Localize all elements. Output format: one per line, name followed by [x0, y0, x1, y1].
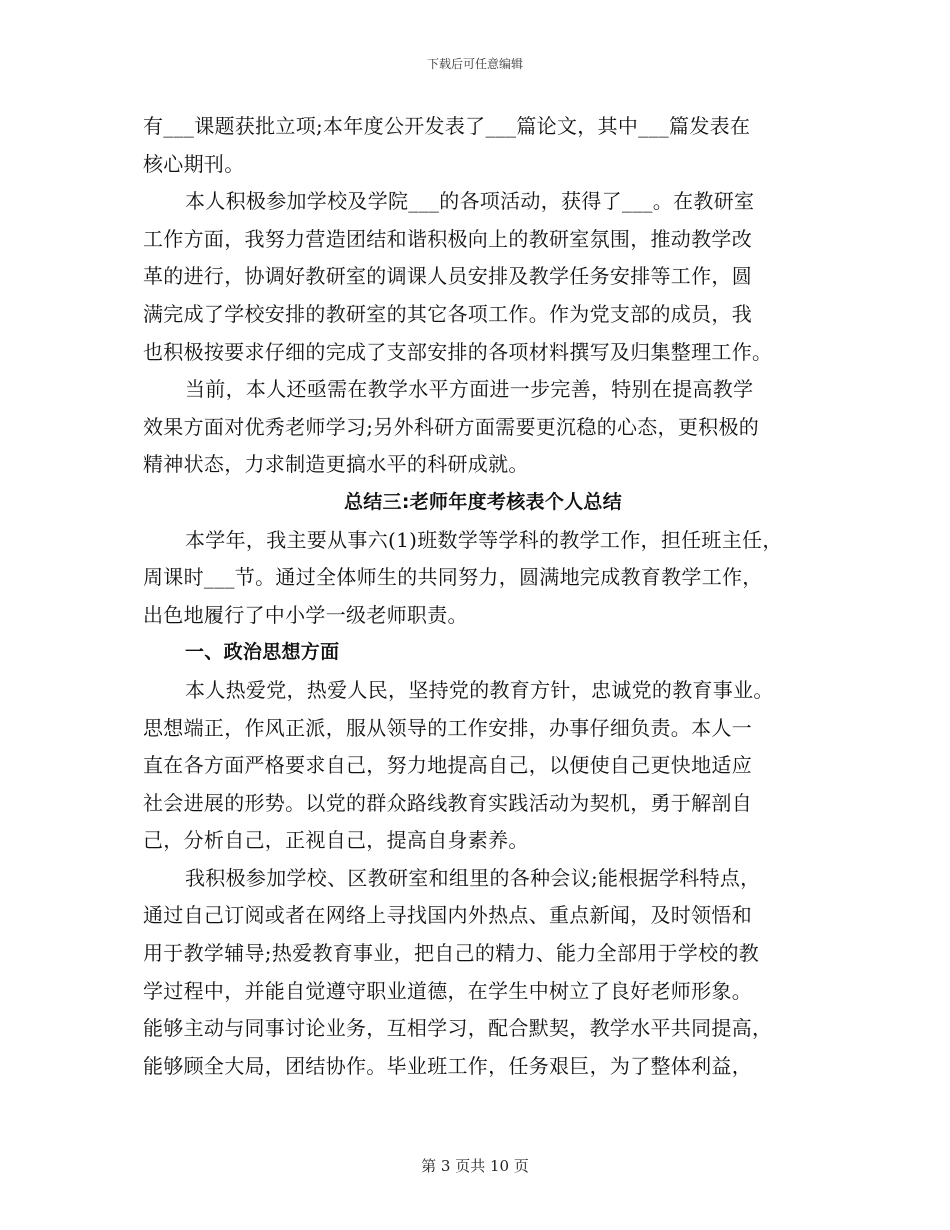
text-line: 直在各方面严格要求自己，努力地提高自己，以便使自己更快地适应 [143, 753, 752, 778]
text-line: 能够主动与同事讨论业务，互相学习，配合默契，教学水平共同提高， [143, 1016, 773, 1041]
text-line: 也积极按要求仔细的完成了支部安排的各项材料撰写及归集整理工作。 [143, 339, 773, 364]
text-line: 工作方面，我努力营造团结和谐积极向上的教研室氛围，推动教学改 [143, 226, 752, 251]
text-line: 出色地履行了中小学一级老师职责。 [143, 602, 468, 627]
paragraph-start: 本人积极参加学校及学院___的各项活动，获得了___。在教研室 [185, 189, 755, 214]
text-line: 己，分析自己，正视自己，提高自身素养。 [143, 828, 529, 853]
header-note: 下载后可任意编辑 [426, 57, 523, 71]
text-line: 能够顾全大局，团结协作。毕业班工作，任务艰巨，为了整体利益， [143, 1053, 752, 1078]
text-line: 思想端正，作风正派，服从领导的工作安排，办事仔细负责。本人一 [143, 715, 752, 740]
section-title: 总结三:老师年度考核表个人总结 [343, 490, 623, 513]
text-line: 用于教学辅导;热爱教育事业，把自己的精力、能力全部用于学校的教 [143, 941, 760, 966]
text-line: 核心期刊。 [143, 151, 245, 176]
subsection-heading: 一、政治思想方面 [185, 641, 340, 664]
text-line: 周课时___节。通过全体师生的共同努力，圆满地完成教育教学工作， [143, 565, 763, 590]
paragraph-start: 本人热爱党，热爱人民，坚持党的教育方针，忠诚党的教育事业。 [185, 677, 774, 702]
text-line: 革的进行，协调好教研室的调课人员安排及教学任务安排等工作，圆 [143, 264, 752, 289]
paragraph-start: 本学年，我主要从事六(1)班数学等学科的教学工作，担任班主任， [185, 527, 783, 552]
text-line: 效果方面对优秀老师学习;另外科研方面需要更沉稳的心态，更积极的 [143, 414, 760, 439]
text-line: 学过程中，并能自觉遵守职业道德，在学生中树立了良好老师形象。 [143, 978, 752, 1003]
text-line: 社会进展的形势。以党的群众路线教育实践活动为契机，勇于解剖自 [143, 790, 752, 815]
text-line: 满完成了学校安排的教研室的其它各项工作。作为党支部的成员，我 [143, 301, 752, 326]
paragraph-start: 我积极参加学校、区教研室和组里的各种会议;能根据学科特点， [185, 865, 761, 890]
paragraph-start: 当前，本人还亟需在教学水平方面进一步完善，特别在提高教学 [185, 377, 754, 402]
text-line: 通过自己订阅或者在网络上寻找国内外热点、重点新闻，及时领悟和 [143, 903, 752, 928]
document-body [143, 108, 823, 1085]
text-line: 有___课题获批立项;本年度公开发表了___篇论文，其中___篇发表在 [143, 114, 751, 138]
text-line: 精神状态，力求制造更搞水平的科研成就。 [143, 452, 529, 477]
page-number: 第 3 页共 10 页 [421, 1157, 529, 1175]
